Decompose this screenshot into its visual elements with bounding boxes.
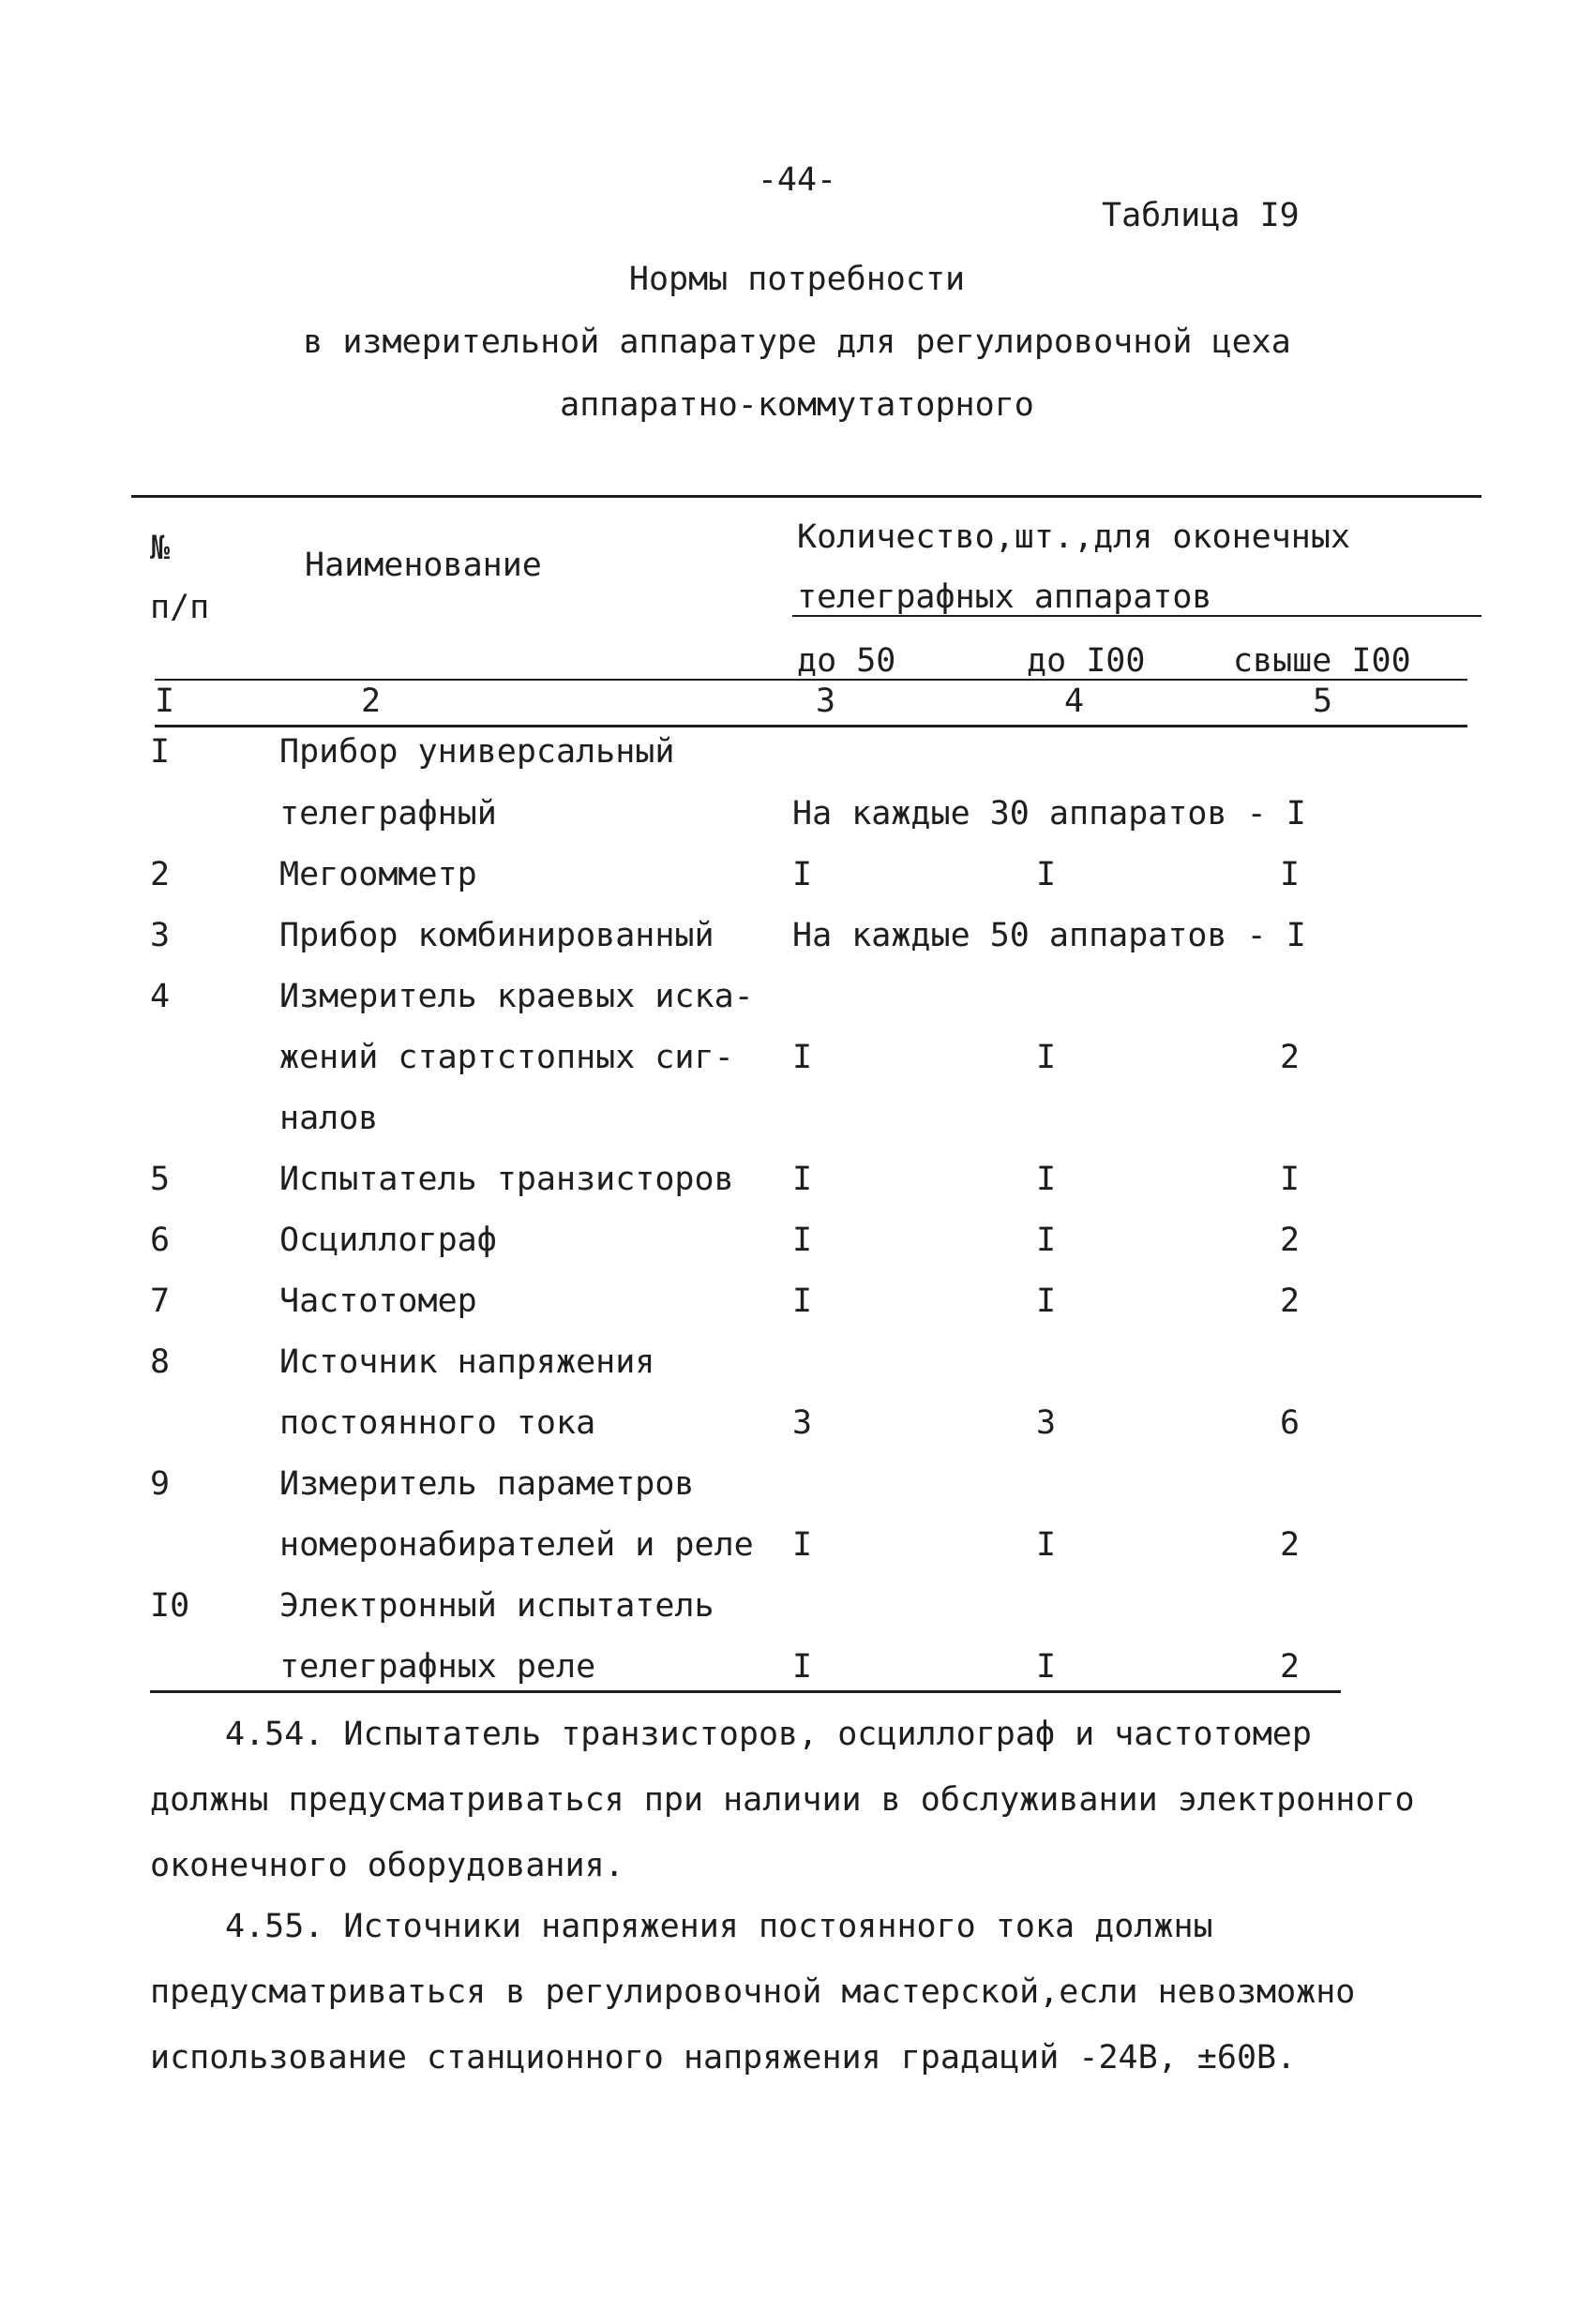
row-name: Прибор комбинированный bbox=[279, 917, 714, 954]
header-sub-3: свыше I00 bbox=[1233, 642, 1411, 680]
row-no: I bbox=[150, 733, 171, 771]
row-qty-over-100: I bbox=[1280, 856, 1301, 893]
col-number-4: 4 bbox=[1064, 682, 1085, 720]
header-no-line1: № bbox=[150, 530, 171, 567]
row-name: телеграфных реле bbox=[279, 1648, 596, 1686]
row-name: Мегоомметр bbox=[279, 856, 477, 893]
row-qty-100: I bbox=[1036, 856, 1057, 893]
col-number-1: I bbox=[155, 682, 175, 720]
row-name: Частотомер bbox=[279, 1282, 477, 1320]
col-number-2: 2 bbox=[361, 682, 382, 720]
row-qty-note: На каждые 50 аппаратов - I bbox=[792, 917, 1306, 954]
row-qty-over-100: 2 bbox=[1280, 1526, 1301, 1564]
row-name: Измеритель параметров bbox=[279, 1465, 695, 1503]
row-name: постоянного тока bbox=[279, 1404, 596, 1442]
table-row-continuation bbox=[0, 1100, 1594, 1145]
row-qty-100: I bbox=[1036, 1039, 1057, 1076]
row-name: Осциллограф bbox=[279, 1222, 497, 1259]
header-qty-line1: Количество,шт.,для оконечных bbox=[797, 518, 1351, 556]
row-name: Испытатель транзисторов bbox=[279, 1161, 734, 1198]
title-line-2: в измерительной аппаратуре для регулировочной цеха bbox=[303, 323, 1291, 361]
header-qty-line2: телеграфных аппаратов bbox=[797, 578, 1212, 616]
header-name: Наименование bbox=[305, 547, 542, 584]
row-qty-50: I bbox=[792, 1222, 813, 1259]
table-row-continuation bbox=[0, 1404, 1594, 1449]
header-sub-2: до I00 bbox=[1027, 642, 1146, 680]
row-qty-over-100: 6 bbox=[1280, 1404, 1301, 1442]
note-4-55: 4.55. Источники напряжения постоянного тока должны предусматриваться в регулировочной мастерской,если невозможно использование станционного напряжения градаций -24В, ±60В. bbox=[150, 1908, 1356, 2077]
table-row bbox=[0, 917, 1594, 962]
row-qty-100: 3 bbox=[1036, 1404, 1057, 1442]
table-row bbox=[0, 978, 1594, 1023]
title-line-1: Нормы потребности bbox=[628, 261, 966, 298]
table-row bbox=[0, 1343, 1594, 1388]
row-qty-100: I bbox=[1036, 1526, 1057, 1564]
table-row-continuation bbox=[0, 1526, 1594, 1571]
row-qty-100: I bbox=[1036, 1282, 1057, 1320]
col-number-rule bbox=[155, 725, 1467, 727]
row-qty-100: I bbox=[1036, 1648, 1057, 1686]
row-no: 2 bbox=[150, 856, 171, 893]
page-number: -44- bbox=[757, 161, 837, 199]
table-row-continuation bbox=[0, 1039, 1594, 1084]
table-row bbox=[0, 1161, 1594, 1206]
row-no: 8 bbox=[150, 1343, 171, 1381]
table-row-continuation bbox=[0, 795, 1594, 840]
table-row bbox=[0, 1465, 1594, 1510]
row-qty-50: 3 bbox=[792, 1404, 813, 1442]
row-qty-50: I bbox=[792, 1526, 813, 1564]
row-no: 9 bbox=[150, 1465, 171, 1503]
note-4-54: 4.54. Испытатель транзисторов, осциллограф и частотомер должны предусматриваться при наличии в обслуживании электронного оконечного оборудования. bbox=[150, 1716, 1415, 1884]
row-no: 4 bbox=[150, 978, 171, 1015]
row-name: Прибор универсальный bbox=[279, 733, 675, 771]
row-qty-50: I bbox=[792, 856, 813, 893]
table-row bbox=[0, 856, 1594, 901]
row-name: Источник напряжения bbox=[279, 1343, 655, 1381]
title-line-3: аппаратно-коммутаторного bbox=[560, 386, 1034, 424]
table-row bbox=[0, 1282, 1594, 1327]
table-row-continuation bbox=[0, 1648, 1594, 1693]
table-top-rule bbox=[131, 495, 1481, 498]
row-name: Измеритель краевых иска- bbox=[279, 978, 754, 1015]
row-qty-over-100: 2 bbox=[1280, 1039, 1301, 1076]
row-name: номеронабирателей и реле bbox=[279, 1526, 754, 1564]
table-row bbox=[0, 1587, 1594, 1632]
header-qty-rule bbox=[792, 615, 1481, 617]
row-qty-over-100: I bbox=[1280, 1161, 1301, 1198]
col-number-5: 5 bbox=[1313, 682, 1333, 720]
row-qty-note: На каждые 30 аппаратов - I bbox=[792, 795, 1306, 832]
table-bottom-rule bbox=[150, 1690, 1341, 1693]
row-name: Электронный испытатель bbox=[279, 1587, 714, 1625]
row-name: жений стартстопных сиг- bbox=[279, 1039, 734, 1076]
row-no: 6 bbox=[150, 1222, 171, 1259]
table-row bbox=[0, 1222, 1594, 1267]
row-qty-over-100: 2 bbox=[1280, 1282, 1301, 1320]
row-no: 5 bbox=[150, 1161, 171, 1198]
row-qty-50: I bbox=[792, 1648, 813, 1686]
row-no: 7 bbox=[150, 1282, 171, 1320]
row-qty-over-100: 2 bbox=[1280, 1648, 1301, 1686]
header-no-line2: п/п bbox=[150, 589, 210, 626]
row-no: I0 bbox=[150, 1587, 190, 1625]
row-qty-100: I bbox=[1036, 1222, 1057, 1259]
table-label: Таблица I9 bbox=[1102, 197, 1300, 234]
row-qty-50: I bbox=[792, 1039, 813, 1076]
header-bottom-rule bbox=[155, 679, 1467, 681]
row-name: телеграфный bbox=[279, 795, 497, 832]
row-qty-50: I bbox=[792, 1161, 813, 1198]
row-no: 3 bbox=[150, 917, 171, 954]
row-qty-50: I bbox=[792, 1282, 813, 1320]
header-sub-1: до 50 bbox=[797, 642, 896, 680]
row-qty-100: I bbox=[1036, 1161, 1057, 1198]
row-name: налов bbox=[279, 1100, 379, 1137]
col-number-3: 3 bbox=[816, 682, 836, 720]
row-qty-over-100: 2 bbox=[1280, 1222, 1301, 1259]
table-row bbox=[0, 733, 1594, 778]
